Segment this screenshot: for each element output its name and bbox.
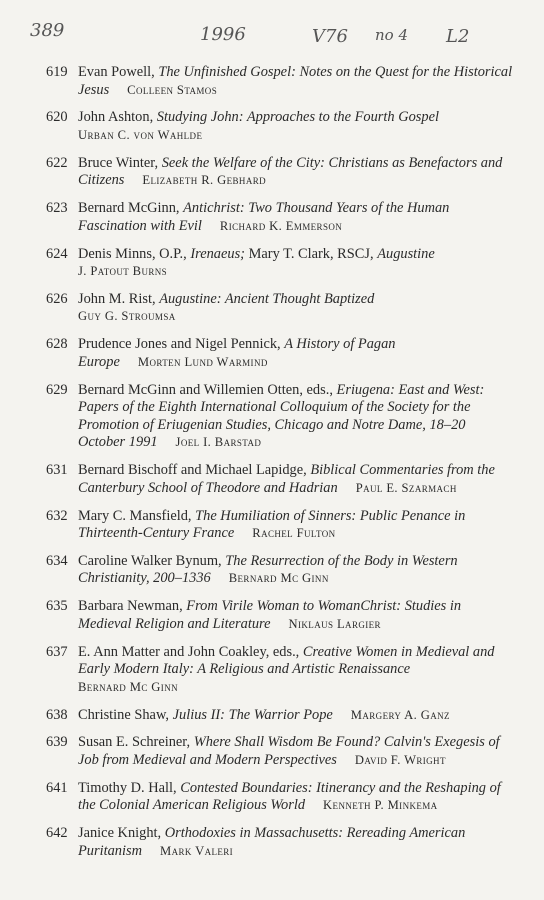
reviewer: Bernard Mc Ginn — [228, 571, 329, 586]
page-number: 619 — [46, 64, 68, 80]
list-item — [46, 382, 516, 452]
handwritten-annotation — [30, 18, 504, 58]
list-item — [46, 291, 516, 326]
handwritten-volume: V76 — [312, 26, 348, 47]
book-title: Augustine — [377, 245, 435, 262]
page-number: 629 — [46, 381, 68, 398]
page-number: 626 — [46, 290, 68, 307]
list-item — [46, 336, 516, 371]
reviewer: Urban C. von Wahlde — [78, 127, 203, 142]
list-item — [46, 598, 516, 633]
book-title: Antichrist: Two Thousand Years of the Human Fascination with Evil — [78, 200, 450, 234]
author: Janice Knight, — [78, 825, 162, 842]
reviewer: Margery A. Ganz — [350, 707, 450, 722]
book-title: Irenaeus; — [190, 245, 245, 262]
book-title: The Unfinished Gospel: Notes on the Quest for the Historical Jesus — [78, 64, 513, 98]
book-title: The Resurrection of the Body in Western Christianity, 200–1336 — [78, 552, 458, 587]
list-item — [46, 825, 516, 860]
author: John Ashton, — [78, 109, 154, 126]
author: Bruce Winter, — [78, 154, 159, 171]
page-number: 632 — [46, 507, 68, 524]
list-item — [46, 246, 516, 281]
list-item — [46, 155, 516, 190]
reviewer: Rachel Fulton — [252, 526, 336, 541]
reviewer: Colleen Stamos — [127, 82, 218, 97]
list-item — [46, 707, 516, 725]
handwritten-number: 389 — [30, 20, 65, 41]
book-title: Seek the Welfare of the City: Christians as Benefactors and Citizens — [78, 154, 503, 189]
author: Bernard Bischoff and Michael Lapidge, — [78, 462, 307, 479]
page-number: 624 — [46, 245, 68, 262]
book-title: Augustine: Ancient Thought Baptized — [159, 290, 375, 307]
book-title: Contested Boundaries: Itinerancy and the Reshaping of the Colonial American Religious World — [78, 779, 501, 814]
page-number: 628 — [46, 336, 68, 353]
reviewer: Bernard Mc Ginn — [78, 679, 178, 694]
author: Mary T. Clark, RSCJ, — [248, 245, 374, 262]
reviewer: Kenneth P. Minkema — [323, 798, 438, 813]
author: Bernard McGinn and Willemien Otten, eds., — [78, 381, 333, 398]
author: E. Ann Matter and John Coakley, eds., — [78, 643, 300, 660]
author: Caroline Walker Bynum, — [78, 552, 222, 569]
book-title: Biblical Commentaries from the Canterbury School of Theodore and Hadrian — [78, 462, 495, 496]
book-title: A History of Pagan Europe — [78, 336, 396, 370]
list-item — [46, 780, 516, 815]
page-number: 623 — [46, 200, 68, 217]
book-title: Where Shall Wisdom Be Found? Calvin's Exegesis of Job from Medieval and Modern Perspectives — [78, 734, 500, 768]
reviewer: J. Patout Burns — [78, 264, 168, 279]
reviewer: Richard K. Emmerson — [219, 218, 343, 233]
page-number: 639 — [46, 734, 68, 751]
author: Mary C. Mansfield, — [78, 507, 192, 524]
author: Susan E. Schreiner, — [78, 734, 191, 751]
page-number: 631 — [46, 462, 68, 479]
list-item — [46, 200, 516, 235]
page-number: 634 — [46, 552, 68, 569]
reviewer: Elizabeth R. Gebhard — [142, 173, 267, 188]
reviewer: Mark Valeri — [159, 843, 234, 858]
page-number: 637 — [46, 643, 68, 660]
page-number: 635 — [46, 598, 68, 615]
author: John M. Rist, — [78, 290, 156, 307]
book-title: Studying John: Approaches to the Fourth Gospel — [156, 109, 439, 126]
reviewer: Guy G. Stroumsa — [78, 309, 176, 324]
list-item — [46, 508, 516, 543]
page-number: 642 — [46, 825, 68, 842]
reviewer: Joel I. Barstad — [175, 435, 262, 450]
list-item — [46, 109, 516, 144]
list-item — [46, 644, 516, 697]
handwritten-code: L2 — [446, 26, 470, 47]
page-number: 641 — [46, 779, 68, 796]
list-item — [46, 462, 516, 497]
author: Prudence Jones and Nigel Pennick, — [78, 336, 281, 353]
page-number: 620 — [46, 109, 68, 126]
author: Evan Powell, — [78, 64, 155, 80]
author: Barbara Newman, — [78, 598, 183, 615]
handwritten-issue: no 4 — [375, 26, 409, 44]
page-number: 638 — [46, 706, 68, 723]
author: Timothy D. Hall, — [78, 779, 177, 796]
reviewer: Morten Lund Warmind — [137, 354, 268, 369]
author: Bernard McGinn, — [78, 200, 180, 217]
page-number: 622 — [46, 154, 68, 171]
list-item — [46, 553, 516, 588]
book-title: The Humiliation of Sinners: Public Penance in Thirteenth-Century France — [78, 507, 466, 542]
book-title: Orthodoxies in Massachusetts: Rereading American Puritanism — [78, 825, 466, 859]
book-title: Eriugena: East and West: Papers of the Eighth International Colloquium of the Society for the Promotion of Eriugenian Studies, Chicago and Notre Dame, 18–20 October 1991 — [78, 381, 485, 451]
list-item — [46, 64, 516, 99]
handwritten-year: 1996 — [200, 24, 246, 45]
review-list — [46, 64, 516, 871]
reviewer: Niklaus Largier — [288, 616, 381, 631]
author: Christine Shaw, — [78, 706, 170, 723]
book-title: Julius II: The Warrior Pope — [172, 706, 333, 723]
reviewer: Paul E. Szarmach — [355, 480, 457, 495]
book-title: Creative Women in Medieval and Early Modern Italy: A Religious and Artistic Renaissance — [78, 643, 495, 678]
list-item — [46, 734, 516, 769]
reviewer: David F. Wright — [354, 752, 446, 767]
author: Denis Minns, O.P., — [78, 245, 187, 262]
book-title: From Virile Woman to WomanChrist: Studies in Medieval Religion and Literature — [78, 598, 462, 632]
